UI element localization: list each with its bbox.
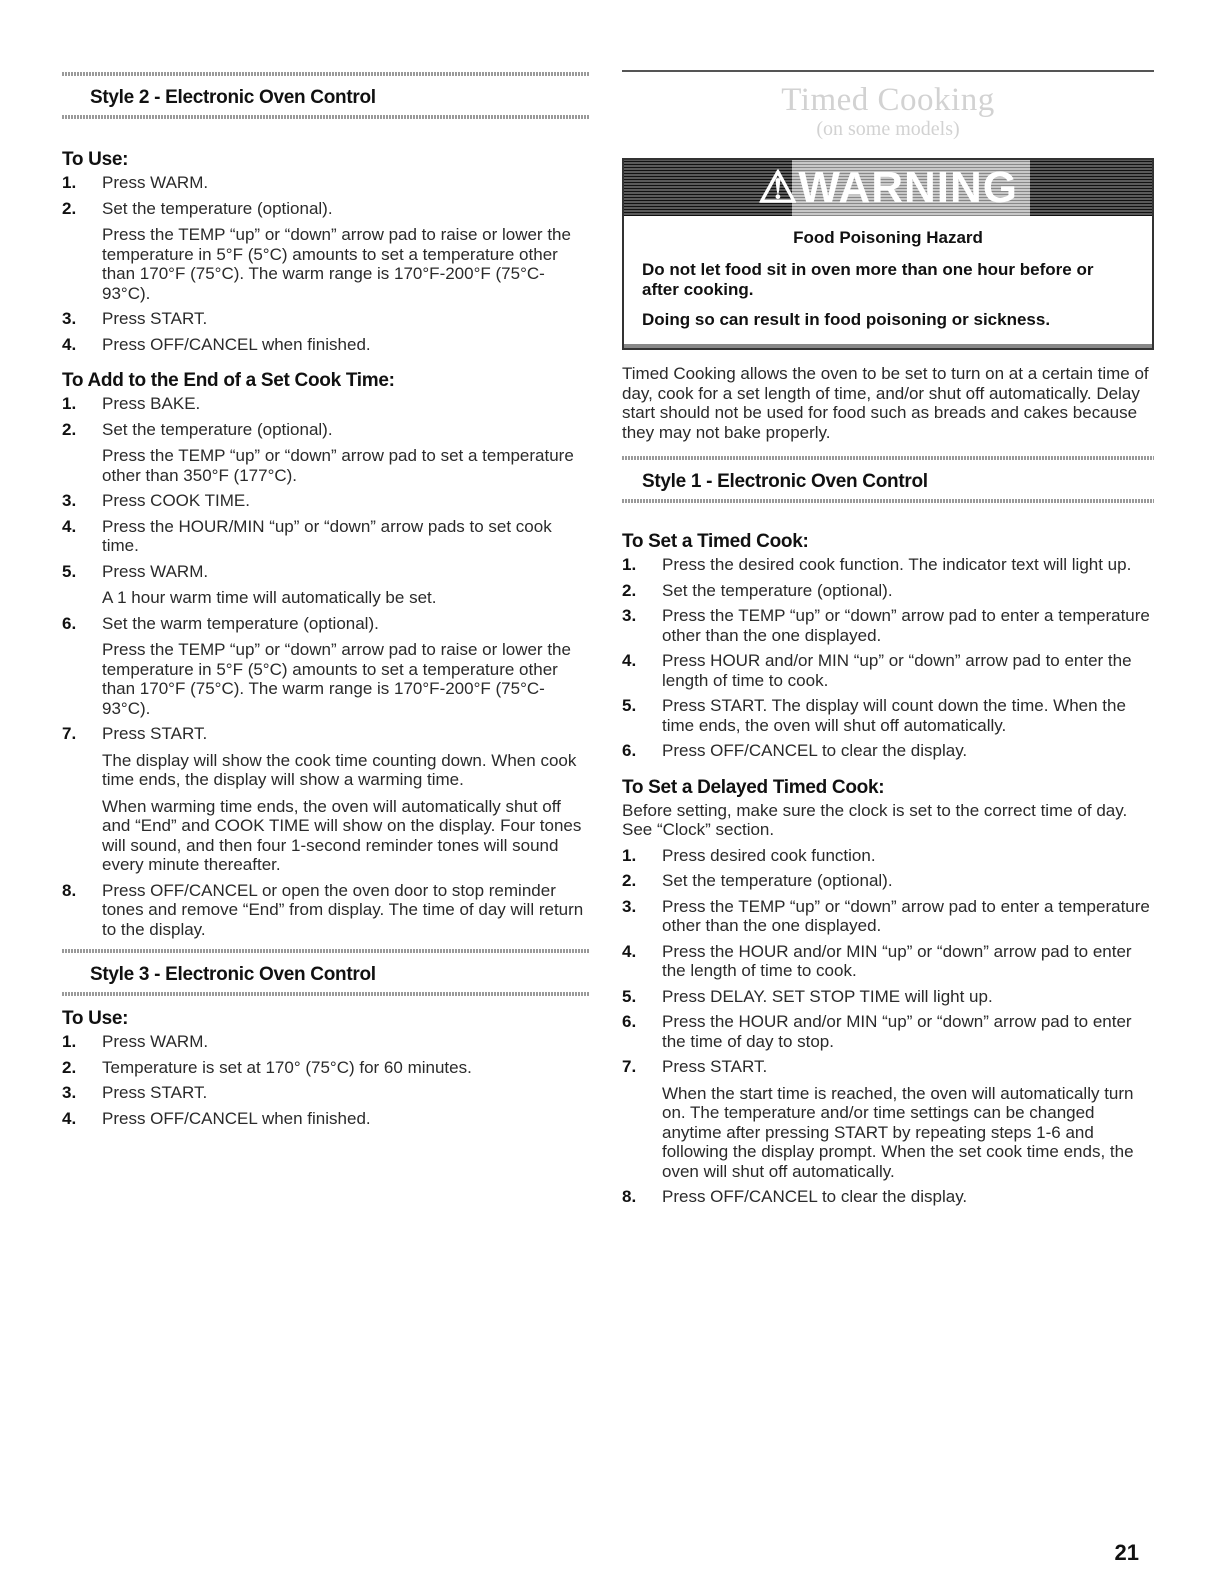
step-text: Press OFF/CANCEL or open the oven door to stop reminder tones and remove “End” from display. The time of day will return to the display. xyxy=(102,880,584,939)
list-item xyxy=(622,606,1154,645)
list-item xyxy=(62,1109,590,1129)
list-item xyxy=(62,335,590,355)
step-text: Set the temperature (optional). xyxy=(102,419,333,439)
step-number: 1. xyxy=(622,845,637,865)
step-number: 2. xyxy=(62,1057,77,1077)
step-text: Press START. xyxy=(102,309,208,328)
style3-to-use-steps xyxy=(62,1032,590,1128)
warning-label: ⚠WARNING xyxy=(757,163,1019,212)
divider xyxy=(622,499,1154,503)
list-item xyxy=(622,846,1154,866)
step-text: Press START. The display will count down the time. When the time ends, the oven will shut off automatically. xyxy=(662,696,1126,735)
step-text: Press BAKE. xyxy=(102,394,201,413)
left-column xyxy=(62,72,590,1134)
step-text: Press OFF/CANCEL to clear the display. xyxy=(662,741,968,760)
add-to-end-steps xyxy=(62,394,590,939)
list-item xyxy=(622,581,1154,601)
list-item xyxy=(62,517,590,556)
step-number: 4. xyxy=(622,941,637,961)
section-subtitle: (on some models) xyxy=(816,118,960,140)
step-text: Set the warm temperature (optional). xyxy=(102,613,379,633)
step-number: 5. xyxy=(62,561,77,581)
step-text: Temperature is set at 170° (75°C) for 60 minutes. xyxy=(102,1057,472,1077)
list-item xyxy=(622,1012,1154,1051)
step-number: 6. xyxy=(622,1012,637,1031)
list-item xyxy=(622,1057,1154,1181)
step-number: 7. xyxy=(622,1057,637,1076)
list-item xyxy=(622,651,1154,690)
list-item xyxy=(62,724,590,875)
step-number: 2. xyxy=(622,580,637,600)
step-text: Press START. xyxy=(102,724,208,743)
step-number: 6. xyxy=(622,741,637,760)
step-text: Press WARM. xyxy=(102,561,209,581)
step-text: Press the HOUR and/or MIN “up” or “down” arrow pad to enter the time of day to stop. xyxy=(662,1012,1132,1051)
warning-text: Doing so can result in food poisoning or sickness. xyxy=(642,310,1051,329)
step-number: 4. xyxy=(62,334,77,354)
step-text: Press HOUR and/or MIN “up” or “down” arrow pad to enter the length of time to cook. xyxy=(662,651,1132,690)
intro-paragraph: Timed Cooking allows the oven to be set to turn on at a certain time of day, cook for a set length of time, and/or shut off automatically. Delay start should not be used for food such as breads and cakes because they may not bake properly. xyxy=(622,364,1149,442)
list-item xyxy=(62,491,590,511)
step-text: Press the HOUR/MIN “up” or “down” arrow pads to set cook time. xyxy=(102,516,552,555)
step-note: A 1 hour warm time will automatically be set. xyxy=(102,588,437,607)
list-item xyxy=(62,309,590,329)
step-note: Press the TEMP “up” or “down” arrow pad to raise or lower the temperature in 5°F (5°C) amounts to set a temperature other than 170°F (75°C). The warm range is 170°F-200°F (75°C-93°C). xyxy=(102,225,571,303)
step-number: 3. xyxy=(622,896,637,916)
list-item xyxy=(622,987,1154,1007)
style2-title: Style 2 - Electronic Oven Control xyxy=(90,87,376,108)
list-item xyxy=(62,1083,590,1103)
section-title: Timed Cooking xyxy=(781,82,995,118)
step-number: 6. xyxy=(62,613,77,633)
step-number: 2. xyxy=(62,419,77,439)
warning-body xyxy=(624,216,1152,348)
divider xyxy=(62,992,590,996)
delayed-cook-intro: Before setting, make sure the clock is set to the correct time of day. See “Clock” section. xyxy=(622,800,1128,839)
step-note: When warming time ends, the oven will automatically shut off and “End” and COOK TIME will show on the display. Four tones will sound, and then four 1-second reminder tones will sound every minute thereafter. xyxy=(102,796,582,874)
step-number: 2. xyxy=(62,198,77,218)
add-to-end-heading: To Add to the End of a Set Cook Time: xyxy=(62,370,395,391)
style3-header xyxy=(62,949,590,996)
timed-cook-steps xyxy=(622,555,1154,761)
step-note: Press the TEMP “up” or “down” arrow pad to set a temperature other than 350°F (177°C). xyxy=(102,446,574,485)
step-note: The display will show the cook time counting down. When cook time ends, the display will show a warming time. xyxy=(102,750,577,789)
step-text: Press DELAY. SET STOP TIME will light up. xyxy=(662,986,993,1006)
step-text: Press WARM. xyxy=(102,173,209,192)
timed-cook-heading: To Set a Timed Cook: xyxy=(622,531,809,552)
step-text: Press OFF/CANCEL to clear the display. xyxy=(662,1187,968,1206)
step-text: Press the HOUR and/or MIN “up” or “down” arrow pad to enter the length of time to cook. xyxy=(662,941,1132,980)
page-number: 21 xyxy=(1114,1540,1139,1565)
list-item xyxy=(622,897,1154,936)
step-number: 1. xyxy=(62,394,77,413)
list-item xyxy=(62,420,590,486)
section-rule xyxy=(622,70,1154,72)
step-text: Press OFF/CANCEL when finished. xyxy=(102,1108,371,1128)
list-item xyxy=(622,1187,1154,1207)
style1-title: Style 1 - Electronic Oven Control xyxy=(642,471,928,492)
step-text: Set the temperature (optional). xyxy=(102,198,333,218)
step-number: 4. xyxy=(622,651,637,670)
step-text: Set the temperature (optional). xyxy=(662,580,893,600)
step-text: Press the TEMP “up” or “down” arrow pad to enter a temperature other than the one displayed. xyxy=(662,896,1150,935)
step-text: Press the TEMP “up” or “down” arrow pad to enter a temperature other than the one displayed. xyxy=(662,606,1150,645)
list-item xyxy=(622,871,1154,891)
step-text: Set the temperature (optional). xyxy=(662,871,893,890)
delayed-cook-steps xyxy=(622,846,1154,1207)
style2-header xyxy=(62,72,590,119)
step-number: 3. xyxy=(62,1083,77,1102)
list-item xyxy=(62,1058,590,1078)
step-number: 2. xyxy=(622,871,637,890)
step-text: Press OFF/CANCEL when finished. xyxy=(102,334,371,354)
style3-title: Style 3 - Electronic Oven Control xyxy=(90,964,376,985)
step-number: 1. xyxy=(622,555,637,574)
delayed-cook-heading: To Set a Delayed Timed Cook: xyxy=(622,776,885,798)
step-text: Press START. xyxy=(102,1083,208,1102)
list-item xyxy=(62,562,590,608)
list-item xyxy=(62,881,590,940)
step-number: 8. xyxy=(62,880,77,900)
step-number: 1. xyxy=(62,1032,77,1051)
list-item xyxy=(622,741,1154,761)
divider xyxy=(62,115,590,119)
step-text: Press the desired cook function. The indicator text will light up. xyxy=(662,555,1132,574)
list-item xyxy=(622,942,1154,981)
step-number: 8. xyxy=(622,1187,637,1206)
style1-header xyxy=(622,456,1154,503)
right-column xyxy=(622,70,1154,1213)
step-text: Press COOK TIME. xyxy=(102,491,250,510)
list-item xyxy=(62,199,590,304)
step-number: 5. xyxy=(622,986,637,1006)
step-text: Press START. xyxy=(662,1057,768,1076)
step-number: 4. xyxy=(62,1108,77,1128)
step-note: When the start time is reached, the oven will automatically turn on. The temperature and/or time settings can be changed anytime after pressing START by repeating steps 1-6 and following the display prompt. When the set cook time ends, the oven will shut off automatically. xyxy=(662,1083,1134,1181)
style2-to-use-heading: To Use: xyxy=(62,149,129,170)
hazard-title: Food Poisoning Hazard xyxy=(793,228,983,247)
step-number: 3. xyxy=(62,309,77,328)
list-item xyxy=(62,614,590,719)
step-text: Press WARM. xyxy=(102,1032,209,1051)
list-item xyxy=(62,394,590,414)
step-number: 3. xyxy=(622,606,637,625)
list-item xyxy=(622,555,1154,575)
style3-to-use-heading: To Use: xyxy=(62,1008,129,1029)
list-item xyxy=(622,696,1154,735)
step-number: 4. xyxy=(62,516,77,536)
warning-text: Do not let food sit in oven more than one hour before or after cooking. xyxy=(642,260,1094,299)
step-number: 3. xyxy=(62,491,77,510)
step-text: Press desired cook function. xyxy=(662,845,876,865)
step-note: Press the TEMP “up” or “down” arrow pad to raise or lower the temperature in 5°F (5°C) amounts to set a temperature other than 170°F (75°C). The warm range is 170°F-200°F (75°C-93°C). xyxy=(102,640,571,718)
step-number: 1. xyxy=(62,173,77,192)
step-number: 7. xyxy=(62,724,77,743)
style2-to-use-steps xyxy=(62,173,590,354)
list-item xyxy=(62,1032,590,1052)
warning-banner xyxy=(624,160,1152,216)
list-item xyxy=(62,173,590,193)
step-number: 5. xyxy=(622,696,637,715)
warning-box xyxy=(622,158,1154,350)
